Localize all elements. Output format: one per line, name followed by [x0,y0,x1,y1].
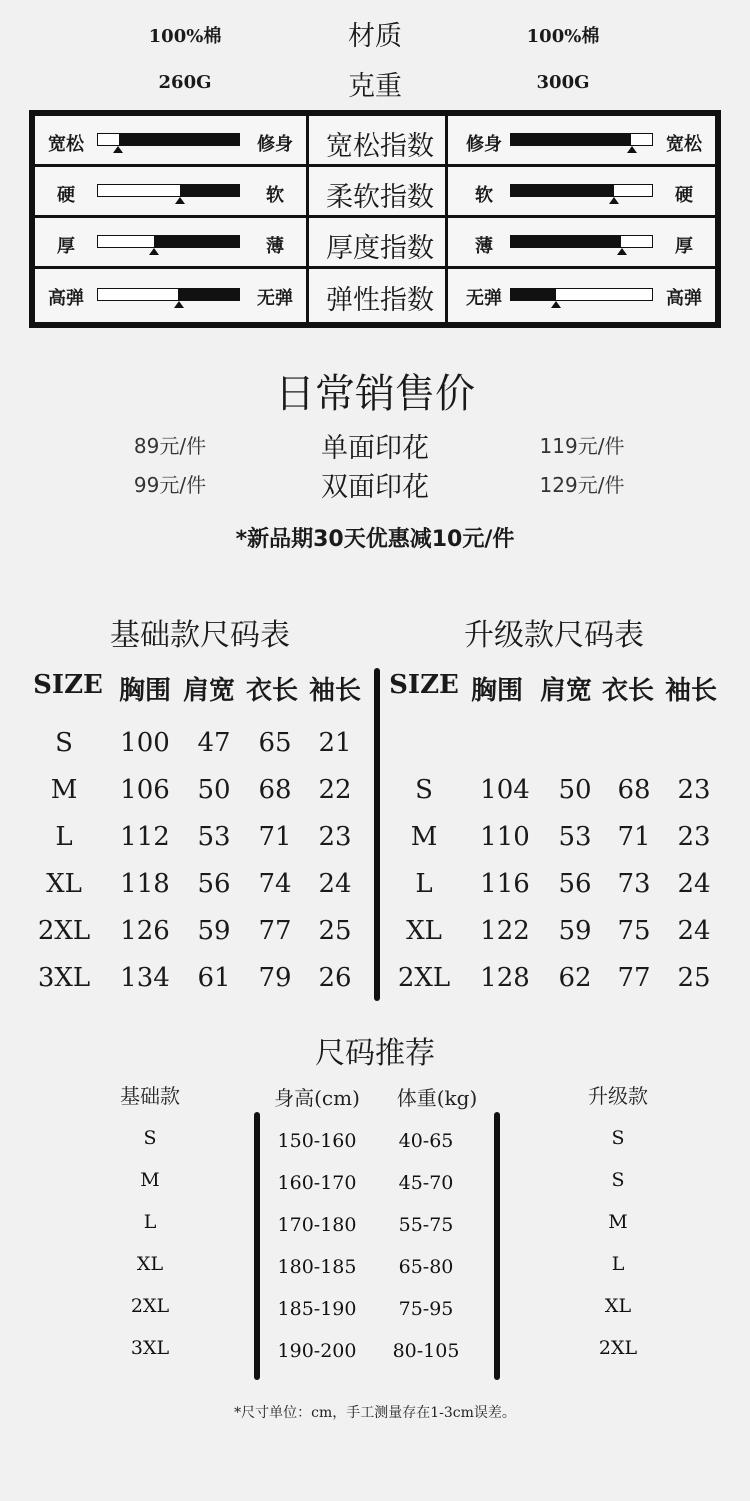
upgrade-size-cell: 104 [480,775,530,805]
upgrade-size-cell: M [410,822,438,852]
upgrade-size-cell: 110 [480,822,530,852]
index-left-bar-fill [154,236,239,247]
basic-size-cell: 106 [120,775,170,805]
index-right-end-label: 高弹 [666,288,702,309]
index-left-marker [149,248,159,255]
index-right-end-label: 宽松 [666,133,702,155]
upgrade-size-cell: 50 [558,775,592,805]
basic-size-cell: 79 [258,963,292,993]
upgrade-size-cell: 25 [677,963,711,993]
index-left-bar-fill [119,134,239,145]
basic-size-cell: 74 [258,869,292,899]
basic-size-cell: L [55,822,73,852]
right-material: 100%棉 [526,26,600,47]
basic-size-cell: 100 [120,728,170,758]
recommend-weight-label: 体重(kg) [396,1086,478,1110]
index-name: 厚度指数 [326,232,434,264]
recommend-height-label: 身高(cm) [274,1086,360,1110]
index-left-marker [174,301,184,308]
index-right-start-label: 软 [475,184,493,206]
upgrade-size-cell: 68 [617,775,651,805]
basic-size-cell: M [50,775,78,805]
basic-size-header: 胸围 [118,676,171,706]
upgrade-size-cell: 71 [617,822,651,852]
upgrade-size-cell: 128 [480,963,530,993]
footnote: *尺寸单位：cm，手工测量存在1-3cm误差。 [234,1405,516,1421]
index-right-end-label: 硬 [675,184,693,206]
recommend-title: 尺码推荐 [315,1036,435,1071]
left-material: 100%棉 [148,26,222,47]
basic-size-cell: 77 [258,916,292,946]
recommend-basic-size: S [143,1127,157,1149]
basic-size-cell: S [55,728,73,758]
recommend-height: 170-180 [277,1214,357,1236]
basic-size-cell: 71 [258,822,292,852]
index-left-bar [97,235,240,248]
index-right-bar [510,288,653,301]
recommend-upgrade-size: S [611,1169,625,1191]
price-double-label: 双面印花 [321,472,429,503]
index-left-start-label: 宽松 [48,133,84,155]
index-name: 柔软指数 [326,181,434,213]
index-left-end-label: 薄 [266,235,284,257]
recommend-weight: 75-95 [398,1298,454,1320]
upgrade-size-cell: 23 [677,822,711,852]
basic-size-cell: 24 [318,869,352,899]
upgrade-size-cell: L [415,869,433,899]
index-left-bar [97,133,240,146]
index-left-end-label: 无弹 [257,288,293,309]
index-left-end-label: 修身 [257,133,293,155]
weight-label: 克重 [348,71,402,102]
basic-size-cell: 53 [197,822,231,852]
upgrade-size-cell: 53 [558,822,592,852]
basic-size-cell: 59 [197,916,231,946]
price-single-upgrade: 119元/件 [539,434,625,458]
basic-size-title: 基础款尺码表 [110,618,290,653]
recommend-basic-label: 基础款 [120,1084,180,1108]
index-right-marker [627,146,637,153]
recommend-basic-size: M [140,1169,160,1191]
index-row [35,167,715,218]
recommend-height: 185-190 [277,1298,357,1320]
index-left-end-label: 软 [266,184,284,206]
recommend-height: 150-160 [277,1130,357,1152]
price-single-basic: 89元/件 [133,434,207,458]
upgrade-size-cell: 2XL [397,963,451,993]
index-left-start-label: 高弹 [48,288,84,309]
index-right-bar [510,133,653,146]
index-left-marker [113,146,123,153]
basic-size-cell: 47 [197,728,231,758]
upgrade-size-cell: 59 [558,916,592,946]
recommend-weight: 45-70 [398,1172,454,1194]
basic-size-cell: 26 [318,963,352,993]
recommend-upgrade-size: M [608,1211,628,1233]
recommend-upgrade-size: XL [604,1295,632,1317]
price-single-label: 单面印花 [321,433,429,464]
basic-size-cell: 118 [120,869,170,899]
index-left-bar-fill [178,289,239,300]
recommend-upgrade-size: 2XL [598,1337,638,1359]
index-left-start-label: 厚 [57,235,75,257]
upgrade-size-cell: 24 [677,916,711,946]
recommend-upgrade-size: S [611,1127,625,1149]
fabric-index-table [29,110,721,328]
recommend-height: 190-200 [277,1340,357,1362]
upgrade-size-cell: 73 [617,869,651,899]
index-row [35,269,715,323]
index-right-bar [510,235,653,248]
material-label: 材质 [348,21,402,52]
upgrade-size-header: 袖长 [664,676,717,706]
size-table-divider [374,668,380,1001]
upgrade-size-cell: 24 [677,869,711,899]
basic-size-cell: 65 [258,728,292,758]
recommend-upgrade-size: L [611,1253,625,1275]
index-right-start-label: 薄 [475,235,493,257]
recommend-weight: 55-75 [398,1214,454,1236]
index-left-bar-fill [180,185,239,196]
upgrade-size-header: 肩宽 [539,676,592,706]
basic-size-cell: 3XL [37,963,91,993]
basic-size-cell: 56 [197,869,231,899]
upgrade-size-header: SIZE [389,670,459,700]
recommend-weight: 65-80 [398,1256,454,1278]
basic-size-header: 肩宽 [182,676,235,706]
basic-size-cell: 25 [318,916,352,946]
index-left-marker [175,197,185,204]
recommend-basic-size: 2XL [130,1295,170,1317]
right-weight: 300G [536,72,590,93]
basic-size-cell: XL [46,869,82,899]
index-left-bar [97,184,240,197]
basic-size-cell: 50 [197,775,231,805]
index-right-marker [609,197,619,204]
basic-size-cell: 61 [197,963,231,993]
index-left-start-label: 硬 [57,184,75,206]
price-title: 日常销售价 [275,371,475,417]
basic-size-cell: 134 [120,963,170,993]
recommend-basic-size: XL [136,1253,164,1275]
index-name: 宽松指数 [326,130,434,162]
basic-size-cell: 2XL [37,916,91,946]
left-weight: 260G [158,72,212,93]
index-right-bar-fill [511,289,556,300]
recommend-divider-left [254,1112,260,1380]
basic-size-cell: 22 [318,775,352,805]
recommend-upgrade-label: 升级款 [588,1084,648,1108]
price-double-upgrade: 129元/件 [539,473,625,497]
basic-size-cell: 21 [318,728,352,758]
upgrade-size-cell: 56 [558,869,592,899]
index-right-start-label: 无弹 [466,288,502,309]
recommend-basic-size: L [143,1211,157,1233]
upgrade-size-header: 衣长 [601,676,654,706]
index-right-end-label: 厚 [675,235,693,257]
upgrade-size-cell: S [415,775,433,805]
price-double-basic: 99元/件 [133,473,207,497]
index-left-bar [97,288,240,301]
index-row [35,218,715,269]
index-right-marker [551,301,561,308]
recommend-basic-size: 3XL [130,1337,170,1359]
basic-size-cell: 23 [318,822,352,852]
index-right-bar [510,184,653,197]
basic-size-header: 袖长 [308,676,361,706]
index-right-start-label: 修身 [466,133,502,155]
upgrade-size-cell: 23 [677,775,711,805]
upgrade-size-cell: 77 [617,963,651,993]
recommend-weight: 40-65 [398,1130,454,1152]
basic-size-cell: 112 [120,822,170,852]
index-right-bar-fill [511,134,631,145]
promo-note: *新品期30天优惠减10元/件 [235,527,515,552]
basic-size-header: SIZE [33,670,103,700]
recommend-divider-right [494,1112,500,1380]
index-right-marker [617,248,627,255]
basic-size-cell: 68 [258,775,292,805]
basic-size-header: 衣长 [245,676,298,706]
upgrade-size-cell: 62 [558,963,592,993]
upgrade-size-header: 胸围 [470,676,523,706]
recommend-height: 180-185 [277,1256,357,1278]
basic-size-cell: 126 [120,916,170,946]
upgrade-size-cell: XL [406,916,442,946]
index-row [35,116,715,167]
recommend-height: 160-170 [277,1172,357,1194]
index-name: 弹性指数 [326,285,434,316]
upgrade-size-title: 升级款尺码表 [464,618,644,653]
upgrade-size-cell: 122 [480,916,530,946]
upgrade-size-cell: 116 [480,869,530,899]
upgrade-size-cell: 75 [617,916,651,946]
index-right-bar-fill [511,185,614,196]
recommend-weight: 80-105 [392,1340,460,1362]
index-right-bar-fill [511,236,621,247]
